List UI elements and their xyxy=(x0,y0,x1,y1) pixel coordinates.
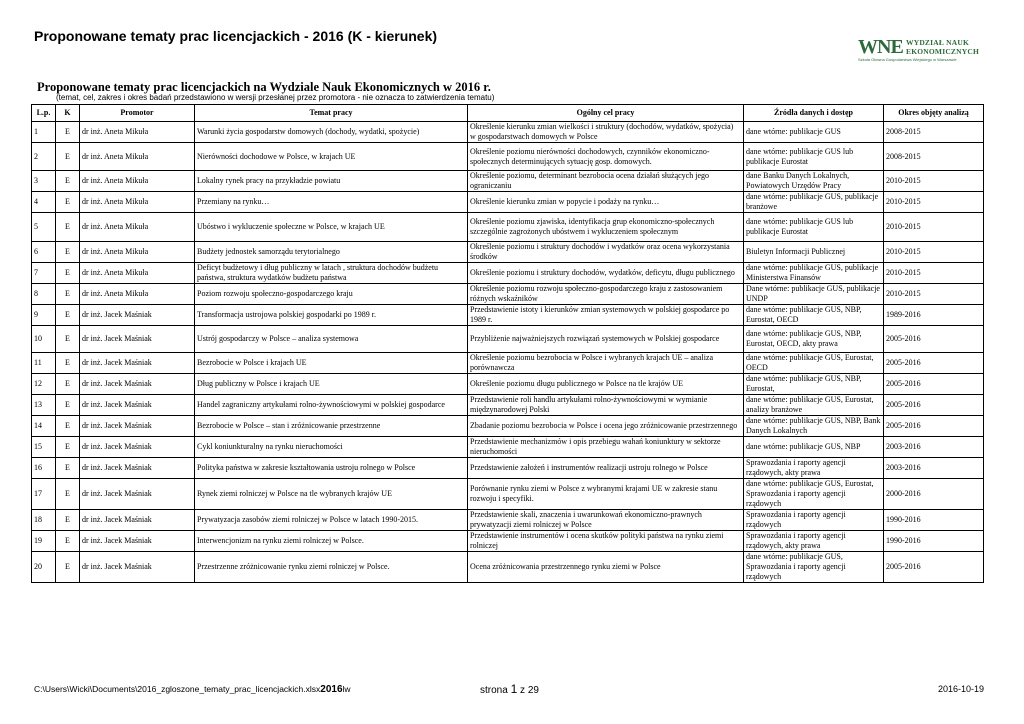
cell-okres: 2010-2015 xyxy=(884,213,984,242)
cell-k: E xyxy=(56,353,80,374)
footer-file-path xyxy=(34,684,351,695)
cell-promotor: dr inż. Jacek Maśniak xyxy=(80,552,195,583)
cell-zrodla: dane wtórne: publikacje GUS lub publikacje Eurostat xyxy=(744,143,884,171)
cell-zrodla: dane wtórne: publikacje GUS xyxy=(744,122,884,143)
cell-zrodla: dane wtórne: publikacje GUS, NBP xyxy=(744,437,884,458)
cell-promotor: dr inż. Jacek Maśniak xyxy=(80,479,195,510)
topics-table xyxy=(31,104,984,583)
cell-temat: Bezrobocie w Polsce – stan i zróżnicowanie przestrzenne xyxy=(195,416,468,437)
table-row xyxy=(32,305,984,326)
cell-k: E xyxy=(56,305,80,326)
cell-k: E xyxy=(56,326,80,353)
cell-lp: 19 xyxy=(32,531,56,552)
cell-k: E xyxy=(56,479,80,510)
cell-okres: 2010-2015 xyxy=(884,192,984,213)
cell-lp: 9 xyxy=(32,305,56,326)
cell-temat: Budżety jednostek samorządu terytorialnego xyxy=(195,242,468,263)
cell-k: E xyxy=(56,242,80,263)
cell-temat: Rynek ziemi rolniczej w Polsce na tle wybranych krajów UE xyxy=(195,479,468,510)
cell-cel: Przedstawienie założeń i instrumentów realizacji ustroju rolnego w Polsce xyxy=(468,458,744,479)
cell-promotor: dr inż. Aneta Mikuła xyxy=(80,263,195,284)
cell-promotor: dr inż. Aneta Mikuła xyxy=(80,171,195,192)
cell-temat: Ustrój gospodarczy w Polsce – analiza systemowa xyxy=(195,326,468,353)
page-word: strona xyxy=(480,685,508,696)
cell-promotor: dr inż. Aneta Mikuła xyxy=(80,122,195,143)
cell-temat: Dług publiczny w Polsce i krajach UE xyxy=(195,374,468,395)
cell-cel: Określenie poziomu bezrobocia w Polsce i wybranych krajach UE – analiza porównawcza xyxy=(468,353,744,374)
header-k: K xyxy=(56,105,80,122)
table-row xyxy=(32,374,984,395)
cell-temat: Lokalny rynek pracy na przykładzie powiatu xyxy=(195,171,468,192)
cell-temat: Cykl koniunkturalny na rynku nieruchomości xyxy=(195,437,468,458)
table-row xyxy=(32,552,984,583)
cell-lp: 16 xyxy=(32,458,56,479)
cell-cel: Określenie poziomu zjawiska, identyfikacja grup ekonomiczno-społecznych szczególnie zagrożonych ubóstwem i wykluczeniem społecznym xyxy=(468,213,744,242)
cell-zrodla: Sprawozdania i raporty agencji rządowych, akty prawa xyxy=(744,458,884,479)
cell-lp: 3 xyxy=(32,171,56,192)
cell-zrodla: dane wtórne: publikacje GUS, publikacje Ministerstwa Finansów xyxy=(744,263,884,284)
cell-okres: 2005-2016 xyxy=(884,416,984,437)
cell-k: E xyxy=(56,374,80,395)
cell-promotor: dr inż. Jacek Maśniak xyxy=(80,353,195,374)
table-row xyxy=(32,143,984,171)
cell-okres: 1989-2016 xyxy=(884,305,984,326)
cell-okres: 2000-2016 xyxy=(884,479,984,510)
cell-temat: Polityka państwa w zakresie kształtowania ustroju rolnego w Polsce xyxy=(195,458,468,479)
cell-okres: 1990-2016 xyxy=(884,510,984,531)
cell-zrodla: dane wtórne: publikacje GUS, NBP, Bank Danych Lokalnych xyxy=(744,416,884,437)
cell-temat: Nierówności dochodowe w Polsce, w krajach UE xyxy=(195,143,468,171)
header-promotor: Promotor xyxy=(80,105,195,122)
table-row xyxy=(32,326,984,353)
cell-k: E xyxy=(56,531,80,552)
cell-lp: 10 xyxy=(32,326,56,353)
logo-mark: WNE xyxy=(858,36,903,58)
cell-temat: Przestrzenne zróżnicowanie rynku ziemi rolniczej w Polsce. xyxy=(195,552,468,583)
cell-zrodla: dane wtórne: publikacje GUS, NBP, Eurostat, OECD xyxy=(744,305,884,326)
cell-temat: Bezrobocie w Polsce i krajach UE xyxy=(195,353,468,374)
cell-okres: 2010-2015 xyxy=(884,171,984,192)
cell-promotor: dr inż. Jacek Maśniak xyxy=(80,374,195,395)
cell-lp: 18 xyxy=(32,510,56,531)
cell-promotor: dr inż. Aneta Mikuła xyxy=(80,192,195,213)
cell-okres: 2010-2015 xyxy=(884,263,984,284)
table-row xyxy=(32,122,984,143)
cell-okres: 2005-2016 xyxy=(884,395,984,416)
footer-date: 2016-10-19 xyxy=(938,684,985,694)
cell-temat: Ubóstwo i wykluczenie społeczne w Polsce, w krajach UE xyxy=(195,213,468,242)
table-row xyxy=(32,531,984,552)
cell-zrodla: dane wtórne: publikacje GUS, Eurostat, OECD xyxy=(744,353,884,374)
header-okres: Okres objęty analizą xyxy=(884,105,984,122)
footer-page-number xyxy=(480,682,539,696)
cell-zrodla: dane wtórne: publikacje GUS, publikacje branżowe xyxy=(744,192,884,213)
cell-lp: 7 xyxy=(32,263,56,284)
cell-promotor: dr inż. Jacek Maśniak xyxy=(80,416,195,437)
cell-k: E xyxy=(56,437,80,458)
cell-cel: Określenie poziomu długu publicznego w Polsce na tle krajów UE xyxy=(468,374,744,395)
cell-lp: 15 xyxy=(32,437,56,458)
cell-k: E xyxy=(56,284,80,305)
cell-promotor: dr inż. Aneta Mikuła xyxy=(80,143,195,171)
table-row xyxy=(32,458,984,479)
cell-cel: Określenie kierunku zmian wielkości i struktury (dochodów, wydatków, spożycia) w gospodarstwach domowych w Polsce xyxy=(468,122,744,143)
table-row xyxy=(32,284,984,305)
cell-cel: Przedstawienie roli handlu artykułami rolno-żywnościowymi w wymianie międzynarodowej Polski xyxy=(468,395,744,416)
cell-lp: 1 xyxy=(32,122,56,143)
cell-k: E xyxy=(56,122,80,143)
header-temat: Temat pracy xyxy=(195,105,468,122)
cell-cel: Określenie poziomu, determinant bezrobocia ocena działań służących jego ograniczaniu xyxy=(468,171,744,192)
cell-zrodla: Sprawozdania i raporty agencji rządowych, akty prawa xyxy=(744,531,884,552)
cell-okres: 2005-2016 xyxy=(884,374,984,395)
cell-k: E xyxy=(56,395,80,416)
cell-cel: Zbadanie poziomu bezrobocia w Polsce i ocena jego zróżnicowanie przestrzennego xyxy=(468,416,744,437)
table-row xyxy=(32,242,984,263)
cell-cel: Przedstawienie skali, znaczenia i uwarunkowań ekonomiczno-prawnych prywatyzacji ziemi rolniczej w Polsce xyxy=(468,510,744,531)
table-row xyxy=(32,353,984,374)
header-cel: Ogólny cel pracy xyxy=(468,105,744,122)
cell-okres: 2005-2016 xyxy=(884,326,984,353)
cell-lp: 6 xyxy=(32,242,56,263)
cell-zrodla: Dane wtórne: publikacje GUS, publikacje UNDP xyxy=(744,284,884,305)
cell-okres: 2003-2016 xyxy=(884,437,984,458)
table-body xyxy=(32,122,984,583)
cell-cel: Określenie poziomu rozwoju społeczno-gospodarczego kraju z zastosowaniem różnych wskaźników xyxy=(468,284,744,305)
cell-k: E xyxy=(56,143,80,171)
cell-promotor: dr inż. Jacek Maśniak xyxy=(80,510,195,531)
header-zrodla: Źródła danych i dostęp xyxy=(744,105,884,122)
cell-lp: 17 xyxy=(32,479,56,510)
cell-promotor: dr inż. Aneta Mikuła xyxy=(80,284,195,305)
cell-okres: 2005-2016 xyxy=(884,552,984,583)
table-row xyxy=(32,263,984,284)
cell-okres: 2010-2015 xyxy=(884,284,984,305)
table-row xyxy=(32,416,984,437)
cell-lp: 14 xyxy=(32,416,56,437)
cell-k: E xyxy=(56,416,80,437)
table-header-row xyxy=(32,105,984,122)
cell-promotor: dr inż. Jacek Maśniak xyxy=(80,458,195,479)
cell-cel: Przybliżenie najważniejszych rozwiązań systemowych w Polskiej gospodarce xyxy=(468,326,744,353)
cell-promotor: dr inż. Jacek Maśniak xyxy=(80,326,195,353)
cell-k: E xyxy=(56,510,80,531)
document-subtitle: (temat, cel, zakres i okres badań przedstawiono w wersji przesłanej przez promotora - nie oznacza to zatwierdzenia tematu) xyxy=(56,93,495,102)
cell-okres: 2008-2015 xyxy=(884,143,984,171)
table-row xyxy=(32,171,984,192)
cell-zrodla: dane wtórne: publikacje GUS, Sprawozdania i raporty agencji rządowych xyxy=(744,552,884,583)
cell-temat: Deficyt budżetowy i dług publiczny w latach , struktura dochodów budżetu państwa, struktura wydatków budżetu państwa xyxy=(195,263,468,284)
cell-cel: Określenie poziomu i struktury dochodów i wydatków oraz ocena wykorzystania środków xyxy=(468,242,744,263)
cell-temat: Prywatyzacja zasobów ziemi rolniczej w Polsce w latach 1990-2015. xyxy=(195,510,468,531)
table-row xyxy=(32,192,984,213)
cell-promotor: dr inż. Aneta Mikuła xyxy=(80,213,195,242)
cell-k: E xyxy=(56,171,80,192)
page-total: 29 xyxy=(527,685,539,696)
cell-zrodla: Sprawozdania i raporty agencji rządowych xyxy=(744,510,884,531)
cell-temat: Przemiany na rynku… xyxy=(195,192,468,213)
cell-promotor: dr inż. Jacek Maśniak xyxy=(80,395,195,416)
footer-path-bold: 2016 xyxy=(320,684,343,695)
faculty-logo xyxy=(858,36,983,64)
page-header-title: Proponowane tematy prac licencjackich - 2016 (K - kierunek) xyxy=(34,28,438,44)
table-row xyxy=(32,479,984,510)
cell-cel: Przedstawienie mechanizmów i opis przebiegu wahań koniunktury w sektorze nieruchomości xyxy=(468,437,744,458)
footer-path-prefix: C:\Users\Wicki\Documents\2016_zgloszone_tematy_prac_licencjackich.xlsx xyxy=(34,684,321,694)
table-row xyxy=(32,437,984,458)
table-row xyxy=(32,395,984,416)
cell-promotor: dr inż. Jacek Maśniak xyxy=(80,437,195,458)
cell-zrodla: dane wtórne: publikacje GUS lub publikacje Eurostat xyxy=(744,213,884,242)
cell-okres: 2010-2015 xyxy=(884,242,984,263)
table-row xyxy=(32,213,984,242)
cell-zrodla: dane wtórne: publikacje GUS, NBP, Eurostat, xyxy=(744,374,884,395)
cell-okres: 2005-2016 xyxy=(884,353,984,374)
cell-zrodla: dane wtórne: publikacje GUS, NBP, Eurostat, OECD, akty prawa xyxy=(744,326,884,353)
document-title: Proponowane tematy prac licencjackich na Wydziale Nauk Ekonomicznych w 2016 r. xyxy=(37,80,491,94)
cell-zrodla: Biuletyn Informacji Publicznej xyxy=(744,242,884,263)
cell-cel: Określenie poziomu nierówności dochodowych, czynników ekonomiczno-społecznych determinujących sytuację gosp. domowych. xyxy=(468,143,744,171)
cell-lp: 20 xyxy=(32,552,56,583)
cell-okres: 2008-2015 xyxy=(884,122,984,143)
cell-cel: Określenie kierunku zmian w popycie i podaży na rynku… xyxy=(468,192,744,213)
cell-k: E xyxy=(56,192,80,213)
cell-okres: 2003-2016 xyxy=(884,458,984,479)
cell-cel: Porównanie rynku ziemi w Polsce z wybranymi krajami UE w zakresie stanu rozwoju i specyfiki. xyxy=(468,479,744,510)
cell-cel: Przedstawienie istoty i kierunków zmian systemowych w polskiej gospodarce po 1989 r. xyxy=(468,305,744,326)
cell-okres: 1990-2016 xyxy=(884,531,984,552)
cell-lp: 13 xyxy=(32,395,56,416)
cell-zrodla: dane wtórne: publikacje GUS, Eurostat, analizy branżowe xyxy=(744,395,884,416)
page-of: z xyxy=(520,685,526,696)
cell-cel: Przedstawienie instrumentów i ocena skutków polityki państwa na rynku ziemi rolniczej xyxy=(468,531,744,552)
cell-cel: Określenie poziomu i struktury dochodów, wydatków, deficytu, długu publicznego xyxy=(468,263,744,284)
cell-lp: 2 xyxy=(32,143,56,171)
cell-promotor: dr inż. Jacek Maśniak xyxy=(80,305,195,326)
cell-k: E xyxy=(56,458,80,479)
cell-temat: Interwencjonizm na rynku ziemi rolniczej w Polsce. xyxy=(195,531,468,552)
cell-temat: Poziom rozwoju społeczno-gospodarczego kraju xyxy=(195,284,468,305)
cell-lp: 4 xyxy=(32,192,56,213)
header-lp: L.p. xyxy=(32,105,56,122)
footer-path-suffix: lw xyxy=(342,684,351,694)
cell-lp: 5 xyxy=(32,213,56,242)
cell-k: E xyxy=(56,263,80,284)
cell-lp: 12 xyxy=(32,374,56,395)
cell-temat: Warunki życia gospodarstw domowych (dochody, wydatki, spożycie) xyxy=(195,122,468,143)
cell-zrodla: dane Banku Danych Lokalnych, Powiatowych Urzędów Pracy xyxy=(744,171,884,192)
page-current: 1 xyxy=(510,682,518,696)
logo-subtitle: Szkoła Główna Gospodarstwa Wiejskiego w Warszawie xyxy=(858,57,957,62)
cell-k: E xyxy=(56,213,80,242)
cell-promotor: dr inż. Aneta Mikuła xyxy=(80,242,195,263)
cell-promotor: dr inż. Jacek Maśniak xyxy=(80,531,195,552)
logo-name: WYDZIAŁ NAUK EKONOMICZNYCH xyxy=(906,38,980,56)
cell-zrodla: dane wtórne: publikacje GUS, Eurostat, Sprawozdania i raporty agencji rządowych xyxy=(744,479,884,510)
cell-cel: Ocena zróżnicowania przestrzennego rynku ziemi w Polsce xyxy=(468,552,744,583)
cell-temat: Handel zagraniczny artykułami rolno-żywnościowymi w polskiej gospodarce xyxy=(195,395,468,416)
table-row xyxy=(32,510,984,531)
cell-k: E xyxy=(56,552,80,583)
cell-lp: 8 xyxy=(32,284,56,305)
cell-lp: 11 xyxy=(32,353,56,374)
cell-temat: Transformacja ustrojowa polskiej gospodarki po 1989 r. xyxy=(195,305,468,326)
